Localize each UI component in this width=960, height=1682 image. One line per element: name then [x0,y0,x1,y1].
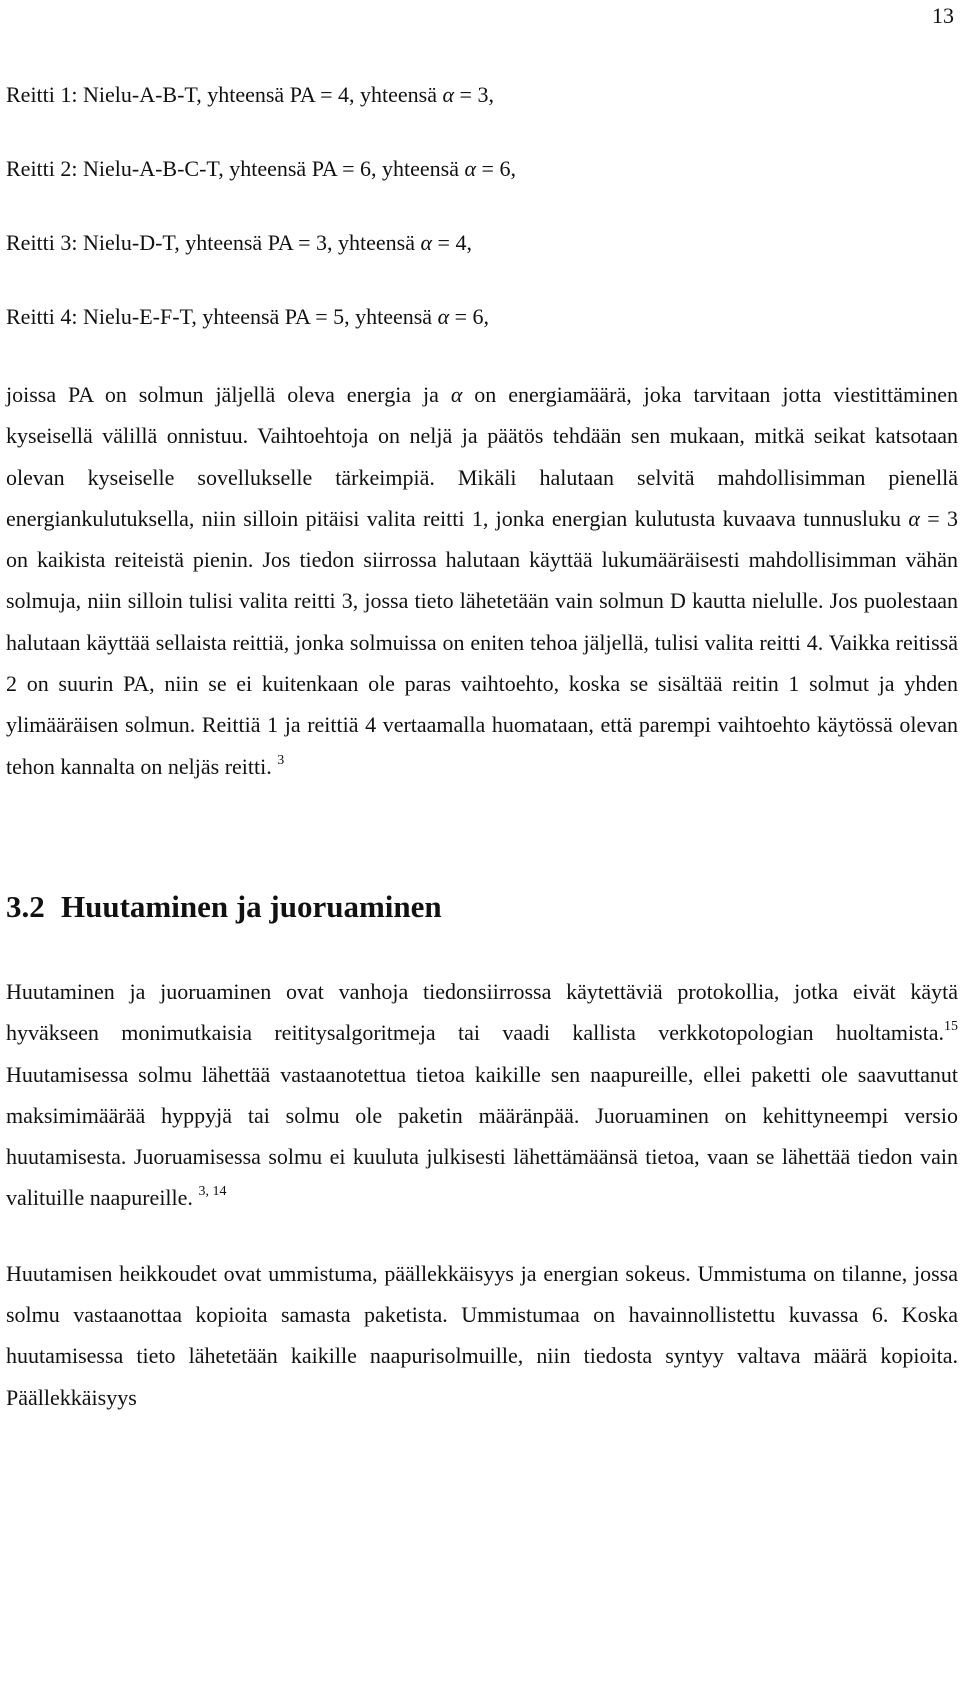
reference-superscript: 15 [944,1019,958,1035]
document-body [6,78,958,1418]
alpha-symbol: α [464,156,477,181]
section-title: Huutaminen ja juoruaminen [61,888,442,924]
paragraph-text: Huutamisen heikkoudet ovat ummistuma, päällekkäisyys ja energian sokeus. Ummistuma on tilanne, jossa solmu vastaanottaa kopioita samasta paketista. Ummistumaa on havainnollistettu kuvassa 6. Koska huutamisessa tieto lähetetään kaikille naapurisolmuille, niin tiedosta syntyy valtava määrä kopioita. Päällekkäisyys [6,1260,958,1410]
reference-superscript: 3 [277,752,285,768]
route-text: Reitti 1: Nielu-A-B-T, yhteensä PA = 4, yhteensä [6,82,443,107]
paragraph-route-analysis [6,374,958,787]
section-number: 3.2 [6,888,45,924]
route-value: = 4, [432,230,472,255]
alpha-symbol: α [442,82,455,107]
paragraph-text: Huutaminen ja juoruaminen ovat vanhoja tiedonsiirrossa käytettäviä protokollia, jotka eivät käytä hyväkseen monimutkaisia reititysalgoritmeja tai vaadi kallista verkkotopologian huoltamista. [6,978,958,1046]
route-line-1 [6,78,958,152]
paragraph-flooding-gossiping [6,971,958,1219]
route-value: = 6, [449,304,490,329]
paragraph-text: Huutamisessa solmu lähettää vastaanotettua tietoa kaikille sen naapureille, ellei paketti ole saavuttanut maksimimäärää hyppyjä tai solmu ole paketin määränpää. Juoruaminen on kehittyneempi versio huutamisesta. Juoruamisessa solmu ei kuuluta julkisesti lähettämäänsä tietoa, vaan se lähettää tiedon vain valituille naapureille. [6,1061,958,1211]
reference-superscript: 3, 14 [198,1184,227,1200]
route-line-4 [6,300,958,374]
route-value: = 3, [454,82,494,107]
route-text: Reitti 4: Nielu-E-F-T, yhteensä PA = 5, yhteensä [6,304,438,329]
route-line-2 [6,152,958,226]
paragraph-text: on energiamäärä, joka tarvitaan jotta viestittäminen kyseisellä välillä onnistuu. Vaihtoehtoja on neljä ja päätös tehdään sen mukaan, mitkä seikat katsotaan olevan kyseiselle sovellukselle tärkeimpiä. Mikäli halutaan selvitä mahdollisimman pienellä energiankulutuksella, niin silloin pitäisi valita reitti 1, jonka energian kulutusta kuvaava tunnusluku [6,382,958,531]
route-line-3 [6,226,958,300]
alpha-symbol: α [908,505,920,531]
section-heading [6,887,958,927]
route-text: Reitti 2: Nielu-A-B-C-T, yhteensä PA = 6, yhteensä [6,156,465,181]
route-text: Reitti 3: Nielu-D-T, yhteensä PA = 3, yhteensä [6,230,421,255]
alpha-symbol: α [420,230,433,255]
paragraph-text: joissa PA on solmun jäljellä oleva energia ja [6,382,451,407]
alpha-symbol: α [437,304,450,329]
paragraph-text: = 3 on kaikista reiteistä pienin. Jos tiedon siirrossa halutaan käyttää lukumääräisesti mahdollisimman vähän solmuja, niin silloin tulisi valita reitti 3, jossa tieto lähetetään vain solmun D kautta nielulle. Jos puolestaan halutaan käyttää sellaista reittiä, jonka solmuissa on eniten tehoa jäljellä, tulisi valita reitti 4. Vaikka reitissä 2 on suurin PA, niin se ei kuitenkaan ole paras vaihtoehto, koska se sisältää reitin 1 solmut ja yhden ylimääräisen solmun. Reittiä 1 ja reittiä 4 vertaamalla huomataan, että parempi vaihtoehto käytössä olevan tehon kannalta on neljäs reitti. [6,505,958,779]
page-number: 13 [932,3,954,28]
route-value: = 6, [476,156,516,181]
paragraph-flooding-weaknesses [6,1253,958,1418]
alpha-symbol: α [450,382,463,407]
